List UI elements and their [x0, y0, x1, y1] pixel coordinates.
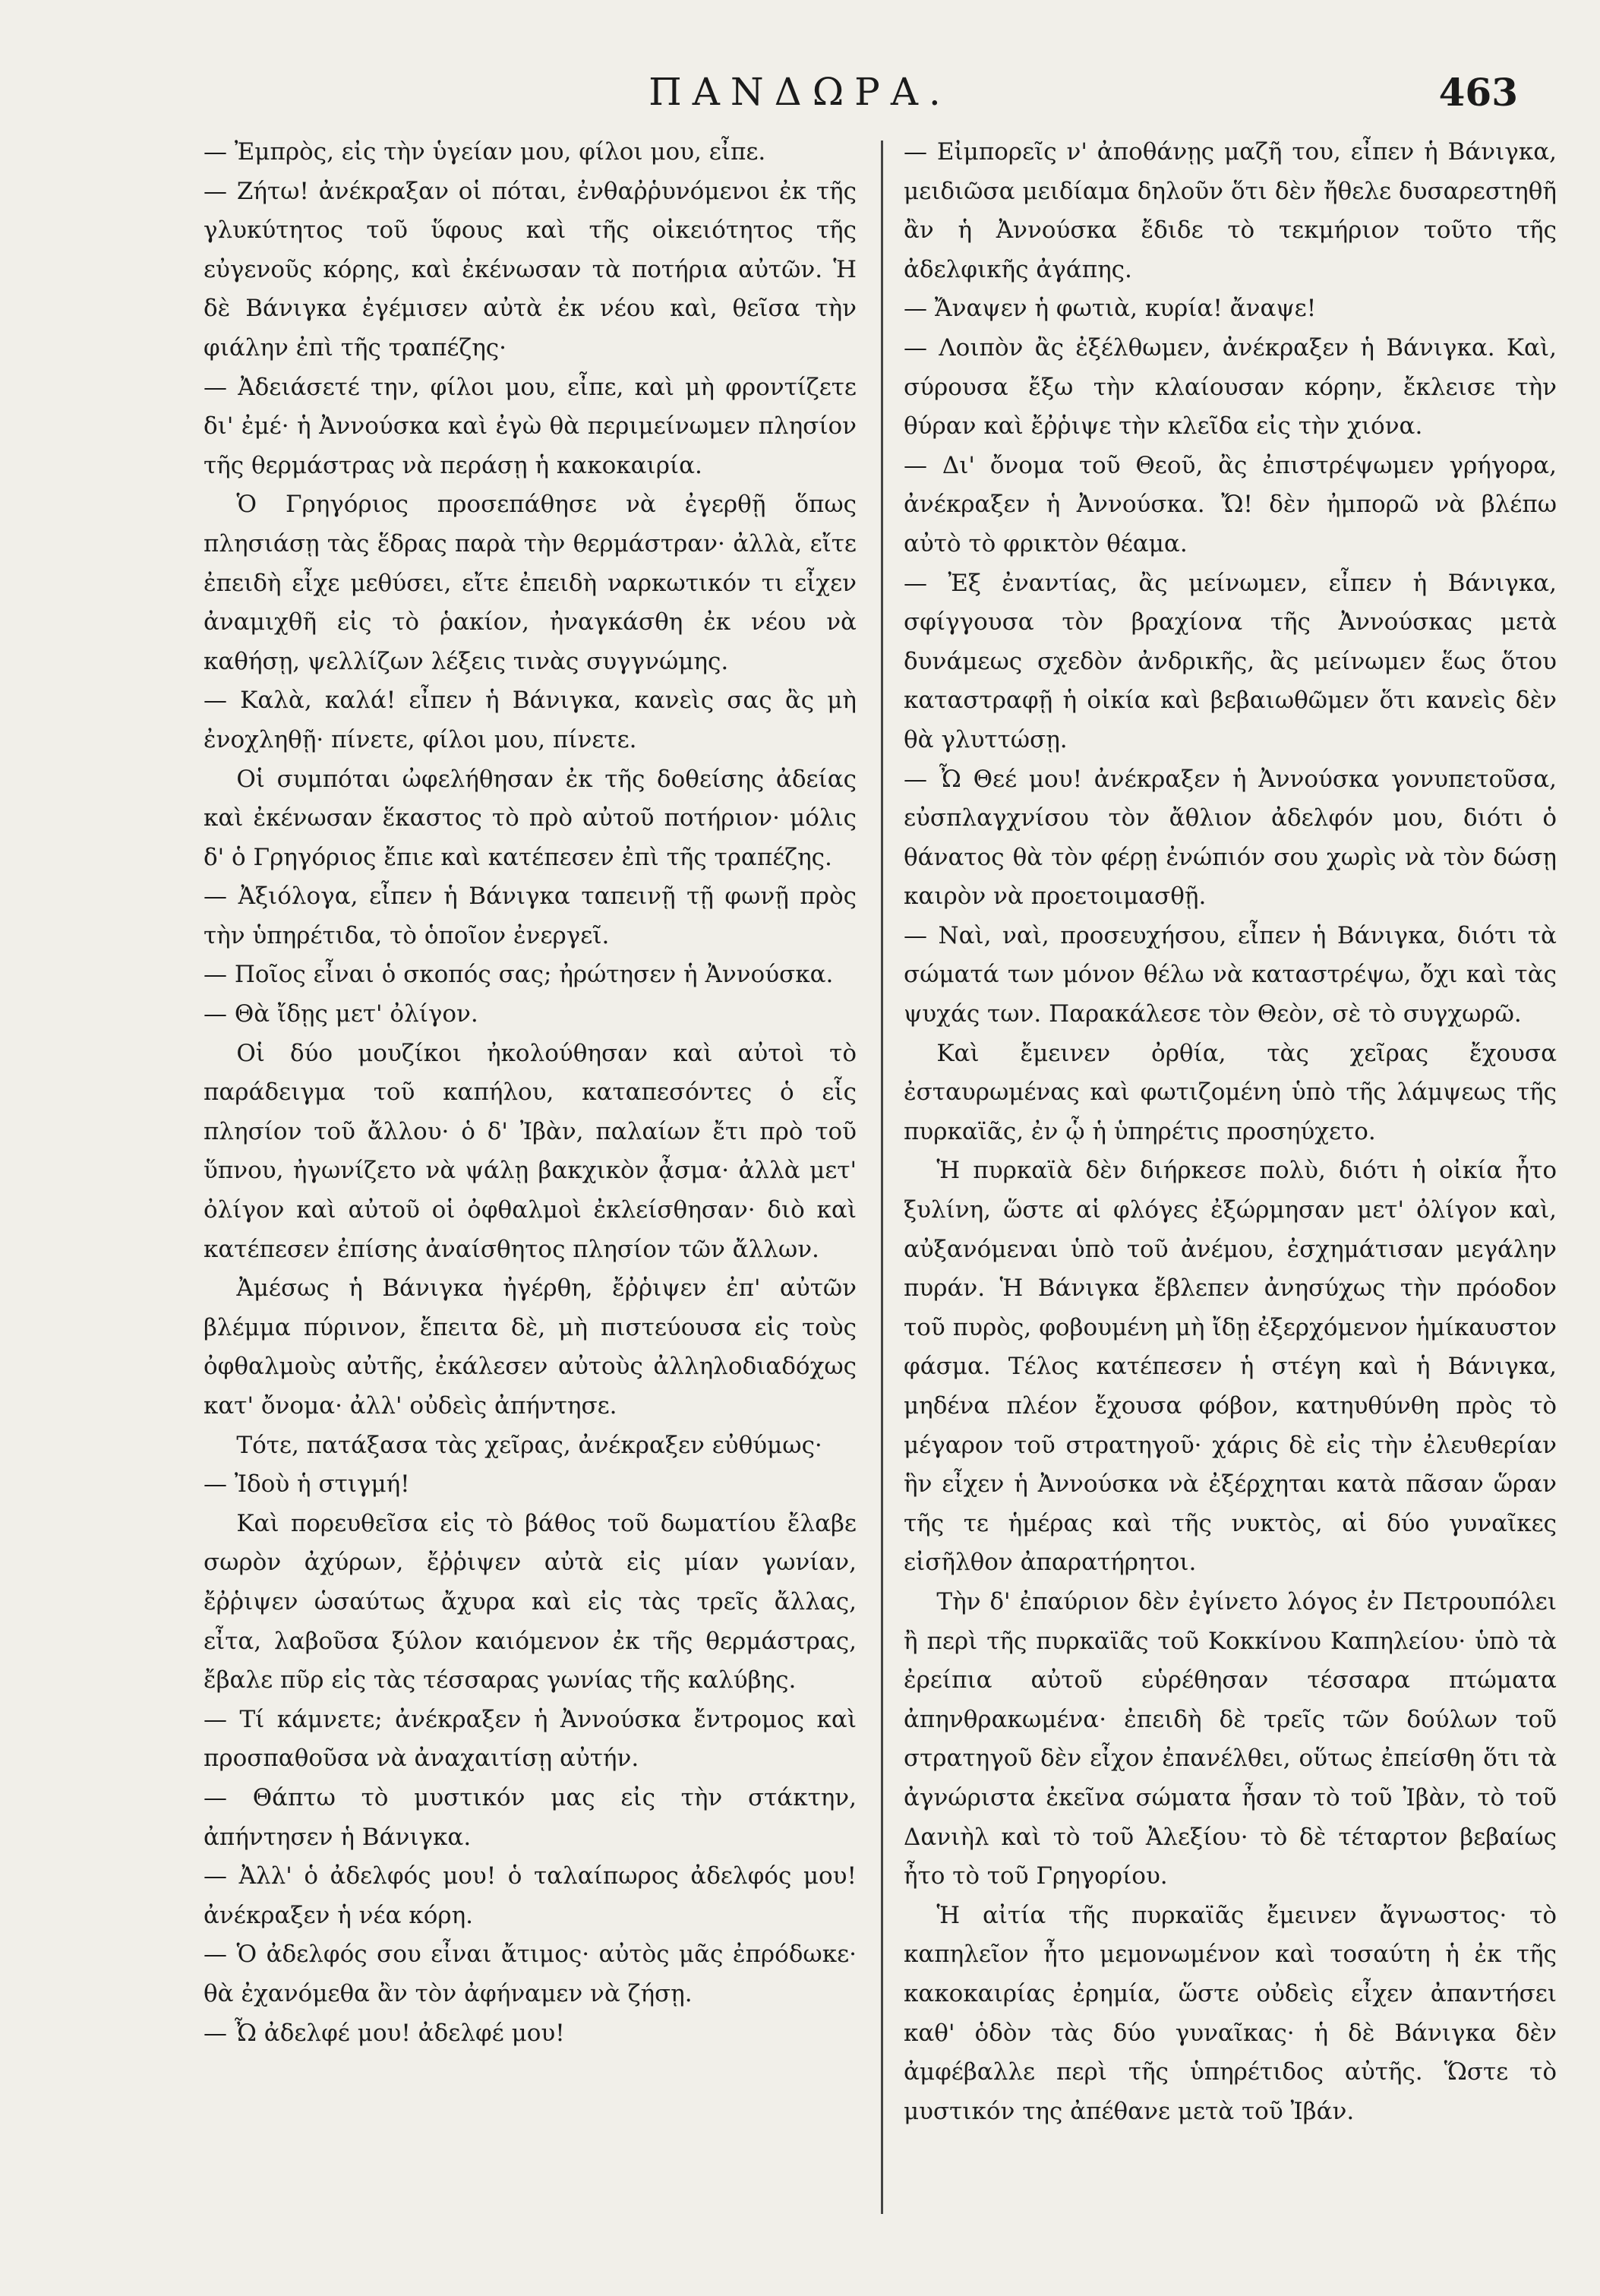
- text-paragraph: Καὶ πορευθεῖσα εἰς τὸ βάθος τοῦ δωματίου ἔλαβε σωρὸν ἀχύρων, ἔῤῥιψεν αὐτὰ εἰς μίαν γωνίαν, ἔῤῥιψεν ὡσαύτως ἄχυρα καὶ εἰς τὰς τρεῖς ἄλλας, εἶτα, λαβοῦσα ξύλον καιόμενον ἐκ τῆς θερμάστρας, ἔβαλε πῦρ εἰς τὰς τέσσαρας γωνίας τῆς καλύβης.: [204, 1509, 857, 1694]
- journal-title: ΠΑΝΔΩΡΑ.: [649, 70, 951, 114]
- dialogue-paragraph: — Ἀδειάσετέ την, φίλοι μου, εἶπε, καὶ μὴ φροντίζετε δι' ἐμέ· ἡ Ἀννούσκα καὶ ἐγὼ θὰ περιμείνωμεν πλησίον τῆς θερμάστρας νὰ περάσῃ ἡ κακοκαιρία.: [204, 368, 857, 486]
- dialogue-paragraph: — Ὦ Θεέ μου! ἀνέκραξεν ἡ Ἀννούσκα γονυπετοῦσα, εὐσπλαγχνίσου τὸν ἄθλιον ἀδελφόν μου, διότι ὁ θάνατος θὰ τὸν φέρῃ ἐνώπιόν σου χωρὶς νὰ τὸν δώσῃ καιρὸν νὰ προετοιμασθῇ.: [904, 760, 1557, 917]
- dialogue-paragraph: — Θὰ ἴδῃς μετ' ὀλίγον.: [204, 995, 857, 1034]
- dialogue-paragraph: — Λοιπὸν ἂς ἐξέλθωμεν, ἀνέκραξεν ἡ Βάνιγκα. Καὶ, σύρουσα ἔξω τὴν κλαίουσαν κόρην, ἔκλεισε τὴν θύραν καὶ ἔῤῥιψε τὴν κλεῖδα εἰς τὴν χιόνα.: [904, 329, 1557, 447]
- text-paragraph: Τὴν δ' ἐπαύριον δὲν ἐγίνετο λόγος ἐν Πετρουπόλει ἢ περὶ τῆς πυρκαϊᾶς τοῦ Κοκκίνου Καπηλείου· ὑπὸ τὰ ἐρείπια αὐτοῦ εὑρέθησαν τέσσαρα πτώματα ἀπηνθρακωμένα· ἐπειδὴ δὲ τρεῖς τῶν δούλων τοῦ στρατηγοῦ δὲν εἶχον ἐπανέλθει, οὕτως ἐπείσθη ὅτι τὰ ἀγνώριστα ἐκεῖνα σώματα ἦσαν τὸ τοῦ Ἰβὰν, τὸ τοῦ Δανιὴλ καὶ τὸ τοῦ Ἀλεξίου· τὸ δὲ τέταρτον βεβαίως ἦτο τὸ τοῦ Γρηγορίου.: [904, 1587, 1557, 1890]
- dialogue-paragraph: — Τί κάμνετε; ἀνέκραξεν ἡ Ἀννούσκα ἔντρομος καὶ προσπαθοῦσα νὰ ἀναχαιτίσῃ αὐτήν.: [204, 1701, 857, 1779]
- text-paragraph: Ἡ αἰτία τῆς πυρκαϊᾶς ἔμεινεν ἄγνωστος· τὸ καπηλεῖον ἦτο μεμονωμένον καὶ τοσαύτη ἡ ἐκ τῆς κακοκαιρίας ἐρημία, ὥστε οὐδεὶς εἶχεν ἀπαντήσει καθ' ὁδὸν τὰς δύο γυναῖκας· ἡ δὲ Βάνιγκα δὲν ἀμφέβαλλε περὶ τῆς ὑπηρέτιδος αὐτῆς. Ὥστε τὸ μυστικόν της ἀπέθανε μετὰ τοῦ Ἰβάν.: [904, 1901, 1557, 2125]
- dialogue-paragraph: — Θάπτω τὸ μυστικόν μας εἰς τὴν στάκτην, ἀπήντησεν ἡ Βάνιγκα.: [204, 1779, 857, 1857]
- text-paragraph: Τότε, πατάξασα τὰς χεῖρας, ἀνέκραξεν εὐθύμως·: [236, 1431, 822, 1459]
- dialogue-paragraph: — Καλὰ, καλά! εἶπεν ἡ Βάνιγκα, κανεὶς σας ἂς μὴ ἐνοχληθῇ· πίνετε, φίλοι μου, πίνετε.: [204, 681, 857, 760]
- text-paragraph: Οἱ συμπόται ὠφελήθησαν ἐκ τῆς δοθείσης ἀδείας καὶ ἐκένωσαν ἕκαστος τὸ πρὸ αὐτοῦ ποτήριον· μόλις δ' ὁ Γρηγόριος ἔπιε καὶ κατέπεσεν ἐπὶ τῆς τραπέζης.: [204, 765, 857, 871]
- dialogue-paragraph: — Ποῖος εἶναι ὁ σκοπός σας; ἠρώτησεν ἡ Ἀννούσκα.: [204, 955, 857, 995]
- dialogue-paragraph: — Ὁ ἀδελφός σου εἶναι ἄτιμος· αὐτὸς μᾶς ἐπρόδωκε· θὰ ἐχανόμεθα ἂν τὸν ἀφήναμεν νὰ ζήσῃ.: [204, 1935, 857, 2013]
- dialogue-paragraph: — Ὦ ἀδελφέ μου! ἀδελφέ μου!: [204, 2014, 857, 2054]
- right-column: [904, 133, 1557, 2131]
- page-number: 463: [1438, 70, 1518, 115]
- dialogue-paragraph: — Ναὶ, ναὶ, προσευχήσου, εἶπεν ἡ Βάνιγκα, διότι τὰ σώματά των μόνον θέλω νὰ καταστρέψω, ὄχι καὶ τὰς ψυχάς των. Παρακάλεσε τὸν Θεὸν, σὲ τὸ συγχωρῶ.: [904, 917, 1557, 1034]
- dialogue-paragraph: — Ζήτω! ἀνέκραξαν οἱ πόται, ἐνθαῤῥυνόμενοι ἐκ τῆς γλυκύτητος τοῦ ὕφους καὶ τῆς οἰκειότητος τῆς εὐγενοῦς κόρης, καὶ ἐκένωσαν τὰ ποτήρια αὐτῶν. Ἡ δὲ Βάνιγκα ἐγέμισεν αὐτὰ ἐκ νέου καὶ, θεῖσα τὴν φιάλην ἐπὶ τῆς τραπέζης·: [204, 172, 857, 368]
- text-paragraph: Οἱ δύο μουζίκοι ἠκολούθησαν καὶ αὐτοὶ τὸ παράδειγμα τοῦ καπήλου, καταπεσόντες ὁ εἷς πλησίον τοῦ ἄλλου· ὁ δ' Ἰβὰν, παλαίων ἔτι πρὸ τοῦ ὕπνου, ἠγωνίζετο νὰ ψάλῃ βακχικὸν ᾆσμα· ἀλλὰ μετ' ὀλίγον καὶ αὐτοῦ οἱ ὀφθαλμοὶ ἐκλείσθησαν· διὸ καὶ κατέπεσεν ἐπίσης ἀναίσθητος πλησίον τῶν ἄλλων.: [204, 1039, 857, 1263]
- text-paragraph: Ἡ πυρκαϊὰ δὲν διήρκεσε πολὺ, διότι ἡ οἰκία ἦτο ξυλίνη, ὥστε αἱ φλόγες ἐξώρμησαν μετ' ὀλίγον καὶ, αὐξανόμεναι ὑπὸ τοῦ ἀνέμου, ἐσχημάτισαν μεγάλην πυράν. Ἡ Βάνιγκα ἔβλεπεν ἀνησύχως τὴν πρόοδον τοῦ πυρὸς, φοβουμένη μὴ ἴδῃ ἐξερχόμενον ἡμίκαυστον φάσμα. Τέλος κατέπεσεν ἡ στέγη καὶ ἡ Βάνιγκα, μηδένα πλέον ἔχουσα φόβον, κατηυθύνθη πρὸς τὸ μέγαρον τοῦ στρατηγοῦ· χάρις δὲ εἰς τὴν ἐλευθερίαν ἣν εἶχεν ἡ Ἀννούσκα νὰ ἐξέρχηται κατὰ πᾶσαν ὥραν τῆς τε ἡμέρας καὶ τῆς νυκτὸς, αἱ δύο γυναῖκες εἰσῆλθον ἀπαρατήρητοι.: [904, 1157, 1557, 1577]
- dialogue-paragraph: — Ἐμπρὸς, εἰς τὴν ὑγείαν μου, φίλοι μου, εἶπε.: [204, 133, 857, 172]
- dialogue-paragraph: — Δι' ὄνομα τοῦ Θεοῦ, ἂς ἐπιστρέψωμεν γρήγορα, ἀνέκραξεν ἡ Ἀννούσκα. Ὤ! δὲν ἠμπορῶ νὰ βλέπω αὐτὸ τὸ φρικτὸν θέαμα.: [904, 447, 1557, 564]
- left-column: [204, 133, 857, 2053]
- text-paragraph: Ὁ Γρηγόριος προσεπάθησε νὰ ἐγερθῇ ὅπως πλησιάσῃ τὰς ἕδρας παρὰ τὴν θερμάστραν· ἀλλὰ, εἴτε ἐπειδὴ εἶχε μεθύσει, εἴτε ἐπειδὴ ναρκωτικόν τι εἶχεν ἀναμιχθῆ εἰς τὸ ῥακίον, ἠναγκάσθη ἐκ νέου νὰ καθήσῃ, ψελλίζων λέξεις τινὰς συγγνώμης.: [204, 491, 857, 675]
- dialogue-paragraph: — Ἄναψεν ἡ φωτιὰ, κυρία! ἄναψε!: [904, 289, 1557, 329]
- dialogue-paragraph: — Ἐξ ἐναντίας, ἂς μείνωμεν, εἶπεν ἡ Βάνιγκα, σφίγγουσα τὸν βραχίονα τῆς Ἀννούσκας μετὰ δυνάμεως σχεδὸν ἀνδρικῆς, ἂς μείνωμεν ἕως ὅτου καταστραφῇ ἡ οἰκία καὶ βεβαιωθῶμεν ὅτι κανεὶς δὲν θὰ γλυττώσῃ.: [904, 564, 1557, 760]
- dialogue-paragraph: — Ἰδοὺ ἡ στιγμή!: [204, 1465, 857, 1505]
- column-divider: [881, 141, 883, 2214]
- dialogue-paragraph: — Εἰμπορεῖς ν' ἀποθάνῃς μαζῆ του, εἶπεν ἡ Βάνιγκα, μειδιῶσα μειδίαμα δηλοῦν ὅτι δὲν ἤθελε δυσαρεστηθῆ ἂν ἡ Ἀννούσκα ἔδιδε τὸ τεκμήριον τοῦτο τῆς ἀδελφικῆς ἀγάπης.: [904, 133, 1557, 289]
- dialogue-paragraph: — Ἀξιόλογα, εἶπεν ἡ Βάνιγκα ταπεινῇ τῇ φωνῇ πρὸς τὴν ὑπηρέτιδα, τὸ ὁποῖον ἐνεργεῖ.: [204, 877, 857, 955]
- text-paragraph: Καὶ ἔμεινεν ὀρθία, τὰς χεῖρας ἔχουσα ἐσταυρωμένας καὶ φωτιζομένη ὑπὸ τῆς λάμψεως τῆς πυρκαϊᾶς, ἐν ᾧ ἡ ὑπηρέτις προσηύχετο.: [904, 1039, 1557, 1145]
- dialogue-paragraph: — Ἀλλ' ὁ ἀδελφός μου! ὁ ταλαίπωρος ἀδελφός μου! ἀνέκραξεν ἡ νέα κόρη.: [204, 1857, 857, 1935]
- text-paragraph: Ἀμέσως ἡ Βάνιγκα ἠγέρθη, ἔῤῥιψεν ἐπ' αὐτῶν βλέμμα πύρινον, ἔπειτα δὲ, μὴ πιστεύουσα εἰς τοὺς ὀφθαλμοὺς αὐτῆς, ἐκάλεσεν αὐτοὺς ἀλληλοδιαδόχως κατ' ὄνομα· ἀλλ' οὐδεὶς ἀπήντησε.: [204, 1274, 857, 1420]
- page-header: [0, 70, 1600, 131]
